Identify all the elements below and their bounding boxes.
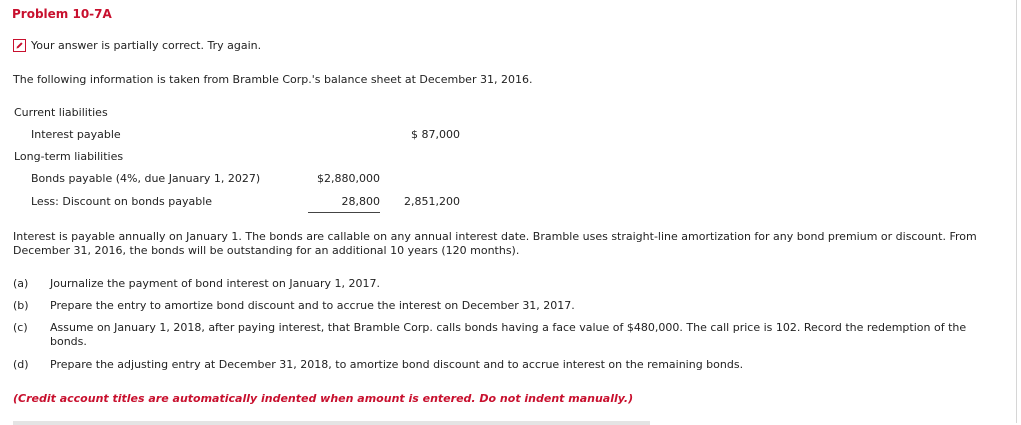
- requirement-a: [13, 277, 1003, 291]
- discount-label: Less: Discount on bonds payable: [31, 195, 213, 208]
- problem-title: Problem 10-7A: [12, 7, 112, 21]
- requirement-c: [13, 321, 1003, 349]
- status-message: Your answer is partially correct. Try again.: [31, 39, 262, 52]
- subtotal-rule: [308, 212, 380, 213]
- bonds-payable-label: Bonds payable (4%, due January 1, 2027): [31, 172, 261, 185]
- current-liabilities-heading: Current liabilities: [14, 106, 108, 119]
- requirement-text: Prepare the adjusting entry at December 31, 2018, to amortize bond discount and to accrue interest on the remaining bonds.: [50, 358, 744, 371]
- requirement-text: Journalize the payment of bond interest on January 1, 2017.: [50, 277, 381, 290]
- requirement-letter: (a): [13, 277, 29, 290]
- discount-amount: 28,800: [341, 195, 380, 208]
- answer-status: [13, 39, 261, 52]
- requirement-b: [13, 299, 1003, 313]
- long-term-liabilities-heading: Long-term liabilities: [14, 150, 124, 163]
- pencil-edit-icon: [13, 39, 26, 52]
- bond-terms-paragraph: Interest is payable annually on January 1. The bonds are callable on any annual interest date. Bramble uses straight-line amortization for any bond premium or discount. From December 31, 2016, the bonds will be outstanding for an additional 10 years (120 months).: [13, 230, 977, 257]
- bonds-payable-amount: $2,880,000: [317, 172, 380, 185]
- requirement-letter: (d): [13, 358, 29, 371]
- intro-text: The following information is taken from Bramble Corp.'s balance sheet at December 31, 2016.: [13, 73, 533, 86]
- requirement-letter: (b): [13, 299, 29, 312]
- credit-indent-note: (Credit account titles are automatically indented when amount is entered. Do not indent manually.): [13, 392, 634, 405]
- requirement-d: [13, 358, 1003, 372]
- requirement-text: Assume on January 1, 2018, after paying interest, that Bramble Corp. calls bonds having a face value of $480,000. The call price is 102. Record the redemption of the bonds.: [50, 321, 967, 348]
- requirement-letter: (c): [13, 321, 28, 334]
- net-bonds-amount: 2,851,200: [404, 195, 460, 208]
- requirement-text: Prepare the entry to amortize bond discount and to accrue the interest on December 31, 2017.: [50, 299, 575, 312]
- interest-payable-amount: $ 87,000: [411, 128, 460, 141]
- interest-payable-label: Interest payable: [31, 128, 121, 141]
- answer-panel-top-edge: [13, 421, 650, 425]
